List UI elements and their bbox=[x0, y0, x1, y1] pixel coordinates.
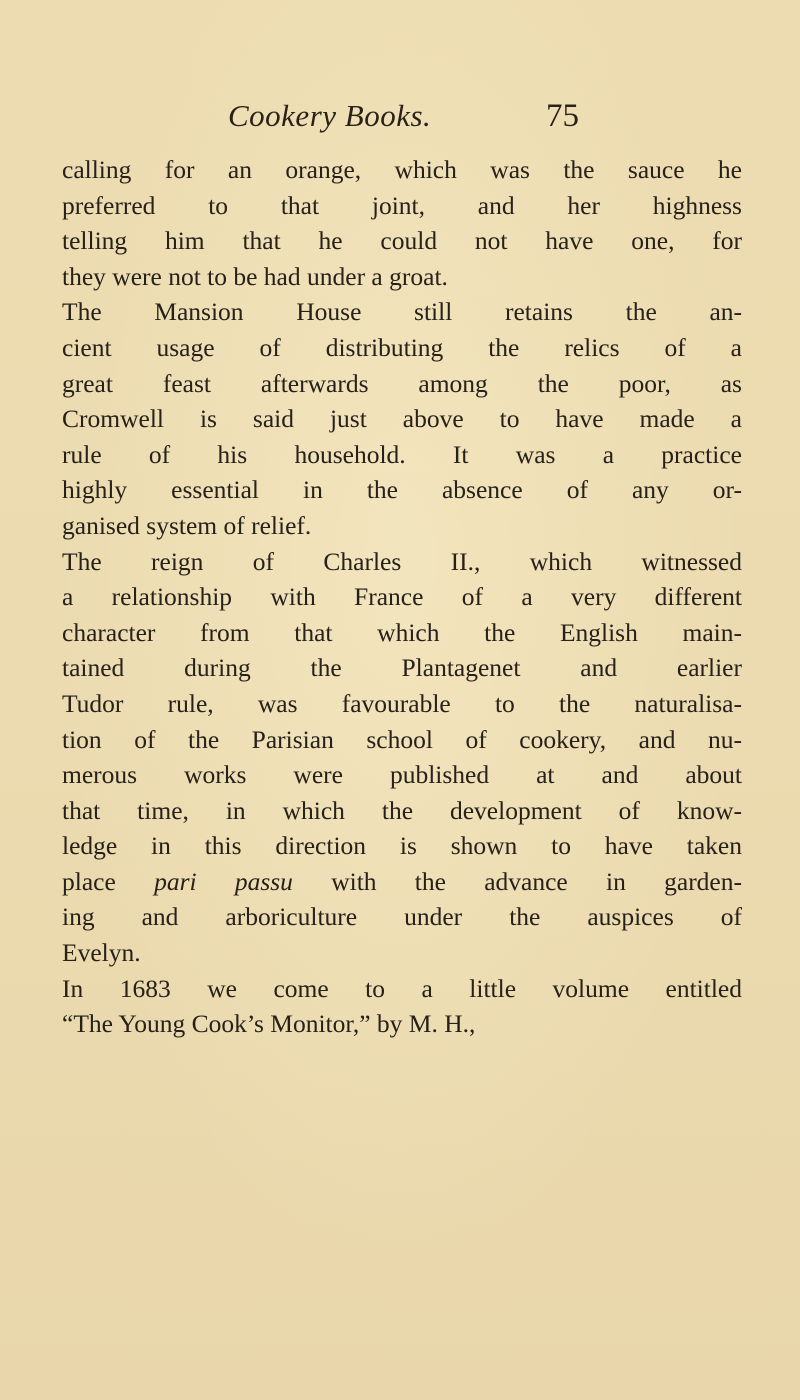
page-number: 75 bbox=[546, 98, 579, 134]
line-prefix: place bbox=[62, 866, 155, 896]
text-line: ing and arboriculture under the auspices of bbox=[62, 902, 742, 932]
text-line: highly essential in the absence of any or- bbox=[62, 475, 742, 505]
text-line: merous works were published at and about bbox=[62, 760, 742, 790]
body-text bbox=[62, 152, 742, 1042]
text-line: The Mansion House still retains the an- bbox=[62, 297, 742, 327]
text-line: tion of the Parisian school of cookery, and nu- bbox=[62, 724, 742, 754]
text-line: character from that which the English main- bbox=[62, 617, 742, 647]
text-line: tained during the Plantagenet and earlier bbox=[62, 653, 742, 683]
text-line: In 1683 we come to a little volume entitled bbox=[62, 973, 742, 1003]
text-line: telling him that he could not have one, for bbox=[62, 226, 742, 256]
text-line: great feast afterwards among the poor, as bbox=[62, 368, 742, 398]
text-line: ledge in this direction is shown to have taken bbox=[62, 831, 742, 861]
text-line: a relationship with France of a very different bbox=[62, 582, 742, 612]
text-line: The reign of Charles II., which witnessed bbox=[62, 546, 742, 576]
text-line: cient usage of distributing the relics of a bbox=[62, 332, 742, 362]
running-head bbox=[0, 98, 800, 148]
text-line: ganised system of relief. bbox=[62, 510, 312, 540]
text-line: that time, in which the development of know- bbox=[62, 795, 742, 825]
text-line-with-italic bbox=[62, 864, 742, 900]
text-line: calling for an orange, which was the sauce he bbox=[62, 155, 742, 184]
italic-phrase: pari passu bbox=[154, 866, 293, 896]
text-line: Cromwell is said just above to have made a bbox=[62, 404, 742, 434]
text-line: they were not to be had under a groat. bbox=[62, 261, 448, 291]
text-line: rule of his household. It was a practice bbox=[62, 439, 742, 469]
text-line: Tudor rule, was favourable to the naturalisa- bbox=[62, 688, 742, 718]
line-suffix: with the advance in garden- bbox=[292, 866, 742, 896]
text-line: “The Young Cook’s Monitor,” by M. H., bbox=[62, 1009, 476, 1039]
text-line: preferred to that joint, and her highness bbox=[62, 190, 742, 220]
running-title: Cookery Books. bbox=[228, 98, 432, 133]
text-line: Evelyn. bbox=[62, 938, 141, 968]
